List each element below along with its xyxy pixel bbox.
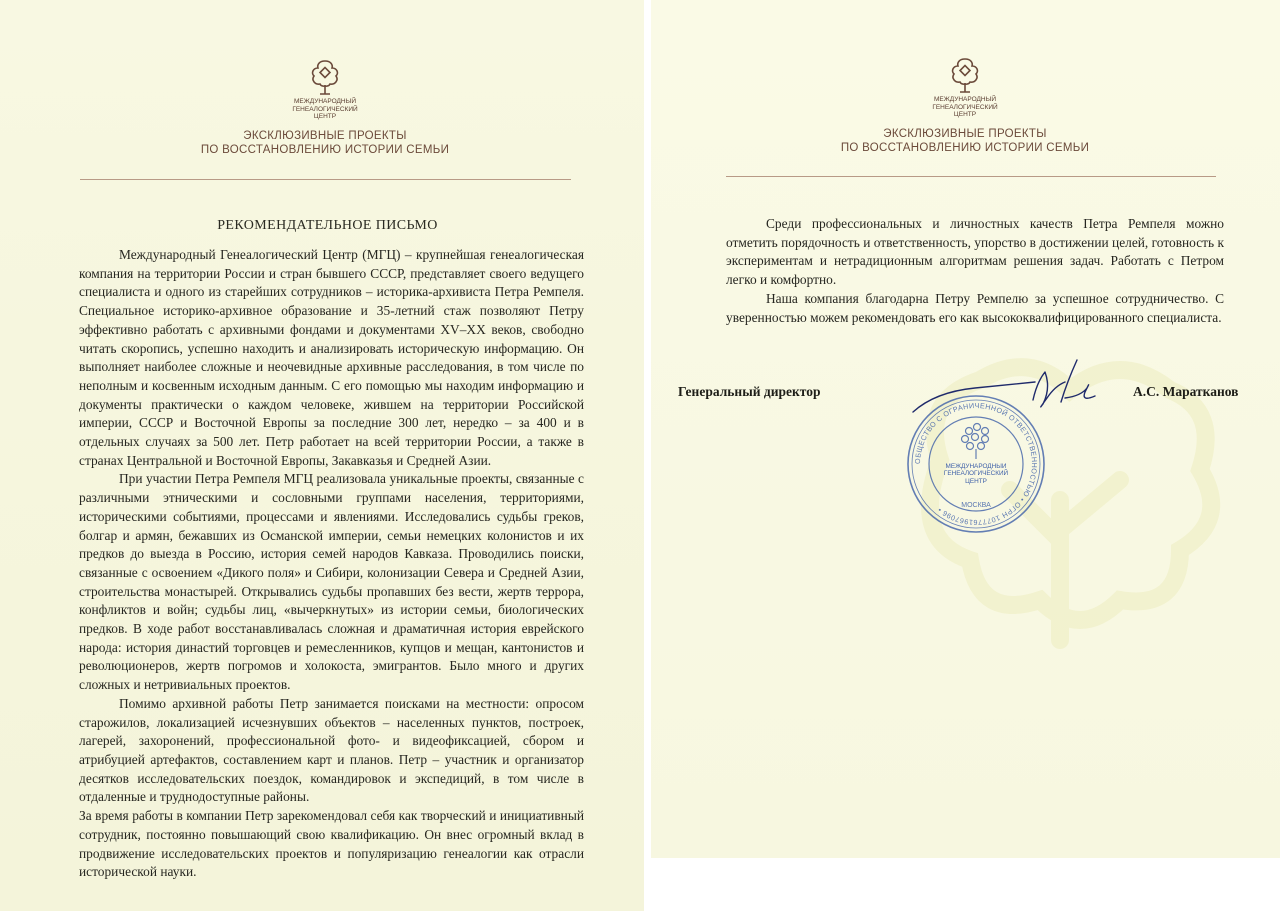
- page-gap: [644, 0, 651, 911]
- letterhead-divider: [80, 179, 571, 180]
- tree-logo-icon: [840, 56, 1090, 94]
- paragraph: Среди профессиональных и личностных качеств Петра Ремпеля можно отметить порядочность и ответственность, упорство в достижении целей, готовность к экспериментам и нетрадиционным алгоритмам решения задач. Работать с Петром легко и комфортно.: [726, 216, 1224, 288]
- tree-logo-icon: [200, 58, 450, 96]
- stamp-city: МОСКВА: [961, 502, 991, 509]
- tagline: ЭКСКЛЮЗИВНЫЕ ПРОЕКТЫ ПО ВОССТАНОВЛЕНИЮ ИСТОРИИ СЕМЬИ: [840, 127, 1090, 154]
- document-title: РЕКОМЕНДАТЕЛЬНОЕ ПИСЬМО: [217, 218, 438, 233]
- signatory-name: А.С. Маратканов: [1133, 384, 1239, 399]
- letter-body-page-1: [79, 246, 584, 882]
- paragraph: За время работы в компании Петр зарекомендовал себя как творческий и инициативный сотрудник, постоянно повышающий свою квалификацию. Он внес огромный вклад в продвижение исследовательских проектов и популяризацию генеалогии как отрасли исторической науки.: [79, 808, 584, 880]
- handwritten-signature: [905, 352, 1105, 442]
- page-2-bottom-margin: [651, 858, 1280, 911]
- letter-body-page-2: [726, 215, 1224, 327]
- signatory-title: Генеральный директор: [678, 384, 821, 399]
- stamp-ring-text: ОБЩЕСТВО С ОГРАНИЧЕННОЙ ОТВЕТСТВЕННОСТЬЮ • ОГРН 1077761967096 •: [912, 400, 1040, 528]
- letterhead-divider: [726, 176, 1216, 177]
- paragraph: Международный Генеалогический Центр (МГЦ) – крупнейшая генеалогическая компания на территории России и стран бывшего СССР, представляет своего ведущего специалиста и одного из старейших сотрудников – историка-архивиста Петра Ремпеля. Специальное историко-архивное образование и 35-летний стаж позволяют Петру эффективно работать с архивными фондами и документами XV–XX веков, свободно читать скоропись, успешно находить и анализировать историческую информацию. Он выполняет наиболее сложные и неочевидные архивные расследования, в том числе по неполным и косвенным исходным данным. С его помощью мы находим информацию и документы практически о каждом человеке, жившем на территории Российской империи, СССР и Восточной Европы за последние 300 лет, нередко – за 400 и в отдельных случаях за 500 лет. Петр работает на всей территории России, а также в странах Центральной и Восточной Европы, Закавказья и Средней Азии.: [79, 247, 584, 468]
- org-name: МЕЖДУНАРОДНЫЙ ГЕНЕАЛОГИЧЕСКИЙ ЦЕНТР: [932, 96, 998, 118]
- tagline: ЭКСКЛЮЗИВНЫЕ ПРОЕКТЫ ПО ВОССТАНОВЛЕНИЮ ИСТОРИИ СЕМЬИ: [200, 129, 450, 156]
- stamp-center-text: МЕЖДУНАРОДНЫЙ ГЕНЕАЛОГИЧЕСКИЙ ЦЕНТР: [943, 463, 1009, 485]
- paragraph: При участии Петра Ремпеля МГЦ реализовала уникальные проекты, связанные с различными этническими и сословными группами населения, территориями, историческими событиями, процессами и явлениями. Исследовались судьбы греков, болгар и армян, бежавших из Османской империи, семьи немецких колонистов и их предков до выезда в Россию, история семей народов Кавказа. Проводились поиски, связанные с освоением «Дикого поля» и Сибири, колонизации Севера и Средней Азии, строительства монастырей. Открывались судьбы пропавших без вести, жертв террора, конфликтов и войн; судьбы лиц, «вычеркнутых» из истории семьи, биологических предков. В ходе работ восстанавливалась сложная и драматичная история еврейского народа: история династий торговцев и ремесленников, купцов и мещан, кантонистов и революционеров, жертв погромов и холокоста, эмигрантов. Было много и других сложных и нетривиальных проектов.: [79, 471, 584, 693]
- paragraph: Помимо архивной работы Петр занимается поисками на местности: опросом старожилов, локализацией исчезнувших объектов – населенных пунктов, построек, лагерей, захоронений, профессиональной фото- и видеофиксацией, сбором и атрибуцией артефактов, составлением карт и планов. Петр – участник и организатор десятков исследовательских поездок, командировок и экспедиций, в том числе в отдаленные и труднодоступные районы.: [79, 695, 584, 805]
- letterhead-page-2: [840, 56, 1090, 155]
- org-name: МЕЖДУНАРОДНЫЙ ГЕНЕАЛОГИЧЕСКИЙ ЦЕНТР: [292, 98, 358, 120]
- letterhead-page-1: [200, 58, 450, 157]
- paragraph: Наша компания благодарна Петру Ремпелю за успешное сотрудничество. С уверенностью можем рекомендовать его как высококвалифицированного специалиста.: [726, 290, 1224, 325]
